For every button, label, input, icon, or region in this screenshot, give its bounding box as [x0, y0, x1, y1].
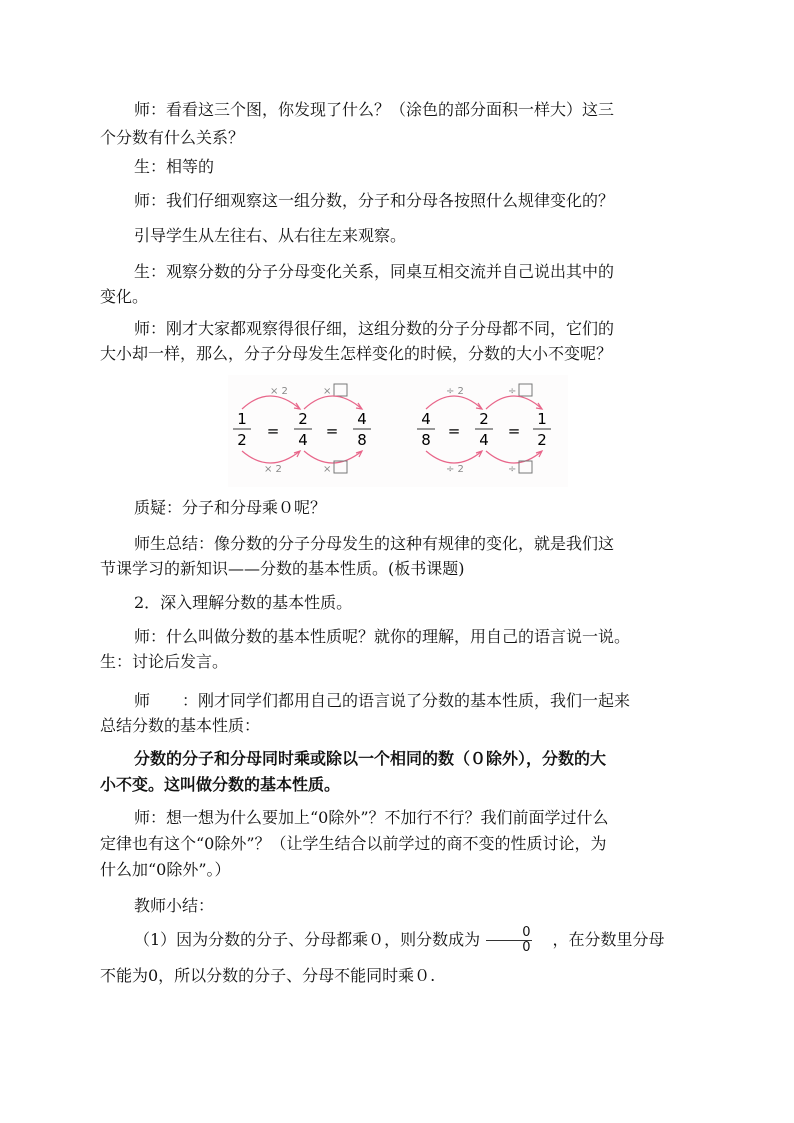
text-segment: ，在分数里分母	[552, 930, 665, 949]
op-label: ÷ 2	[446, 464, 464, 475]
arrow-curve	[304, 396, 362, 409]
equals-sign: =	[507, 422, 521, 440]
paragraph-line: 定律也有这个“0除外”？（让学生结合以前学过的商不变的性质讨论，为	[100, 834, 607, 853]
arrow-curve	[486, 396, 542, 409]
fraction-denominator: 8	[357, 431, 367, 449]
paragraph-line: 师：刚才大家都观察得很仔细，这组分数的分子分母都不同，它们的	[134, 319, 615, 338]
definition-line: 小不变。这叫做分数的基本性质。	[100, 775, 341, 794]
fraction-numerator: 1	[537, 410, 547, 428]
right-fraction-chain	[417, 384, 551, 475]
blank-box-icon	[519, 384, 532, 396]
arrow-curve	[486, 451, 542, 463]
inline-fraction	[486, 926, 532, 955]
paragraph-line: 大小却一样，那么，分子分母发生怎样变化的时候，分数的大小不变呢？	[100, 344, 613, 363]
fraction-denominator: 2	[237, 431, 247, 449]
left-fraction-chain	[233, 384, 371, 475]
op-label: ÷	[508, 464, 517, 475]
paragraph-line: 总结分数的基本性质：	[100, 716, 261, 735]
equivalent-fractions-figure	[228, 375, 568, 487]
blank-box-icon	[334, 384, 347, 396]
paragraph-line: 节课学习的新知识——分数的基本性质。(板书课题)	[100, 559, 465, 578]
fraction-denominator: 8	[421, 431, 431, 449]
fraction-numerator: 2	[298, 410, 308, 428]
equals-sign: =	[266, 422, 280, 440]
paragraph-line: 生：相等的	[134, 157, 215, 176]
fraction-denominator: 4	[479, 431, 489, 449]
op-label: × 2	[270, 386, 288, 397]
paragraph-line: 变化。	[100, 287, 149, 306]
paragraph-line: 师 ：刚才同学们都用自己的语言说了分数的基本性质，我们一起来	[134, 691, 631, 710]
equals-sign: =	[325, 422, 339, 440]
op-label: ×	[323, 464, 332, 475]
op-label: ÷	[508, 386, 517, 397]
fraction-numerator: 1	[237, 410, 247, 428]
arrow-curve	[426, 451, 482, 463]
paragraph-line: 师：我们仔细观察这一组分数，分子和分母各按照什么规律变化的？	[134, 191, 615, 210]
fraction-denominator: 4	[298, 431, 308, 449]
paragraph-line: 师：什么叫做分数的基本性质呢？就你的理解，用自己的语言说一说。	[134, 627, 631, 646]
fraction-denominator: 2	[537, 431, 547, 449]
arrow-curve	[242, 451, 300, 463]
paragraph-line: 生：讨论后发言。	[100, 652, 229, 671]
definition-line: 分数的分子和分母同时乘或除以一个相同的数（０除外），分数的大	[134, 749, 607, 768]
paragraph-line: 生：观察分数的分子分母变化关系，同桌互相交流并自己说出其中的	[134, 262, 615, 281]
paragraph-line	[100, 926, 700, 955]
op-label: × 2	[264, 464, 282, 475]
paragraph-line: 师生总结：像分数的分子分母发生的这种有规律的变化，就是我们这	[134, 534, 615, 553]
paragraph-line: 师：想一想为什么要加上“0除外”？不加行不行？我们前面学过什么	[134, 808, 609, 827]
op-label: ×	[323, 386, 332, 397]
text-segment: （1）因为分数的分子、分母都乘０，则分数成为	[134, 930, 481, 949]
paragraph-line: 2．深入理解分数的基本性质。	[134, 593, 353, 612]
paragraph-line: 师：看看这三个图，你发现了什么？（涂色的部分面积一样大）这三	[134, 100, 615, 119]
fraction-numerator: 4	[357, 410, 367, 428]
paragraph-line: 引导学生从左往右、从右往左来观察。	[134, 226, 407, 245]
arrow-curve	[304, 451, 362, 463]
equals-sign: =	[447, 422, 461, 440]
fraction-numerator: 0	[486, 926, 532, 941]
paragraph-line: 教师小结：	[134, 896, 215, 915]
paragraph-line: 不能为0，所以分数的分子、分母不能同时乘０.	[100, 966, 436, 985]
arrow-curve	[426, 396, 482, 409]
fraction-numerator: 2	[479, 410, 489, 428]
arrow-curve	[242, 396, 300, 409]
op-label: ÷ 2	[446, 386, 464, 397]
paragraph-line: 个分数有什么关系？	[100, 128, 245, 147]
fraction-denominator: 0	[522, 940, 531, 955]
paragraph-line: 质疑：分子和分母乘０呢？	[134, 498, 327, 517]
fraction-numerator: 4	[421, 410, 431, 428]
paragraph-line: 什么加“0除外”。）	[100, 860, 231, 879]
